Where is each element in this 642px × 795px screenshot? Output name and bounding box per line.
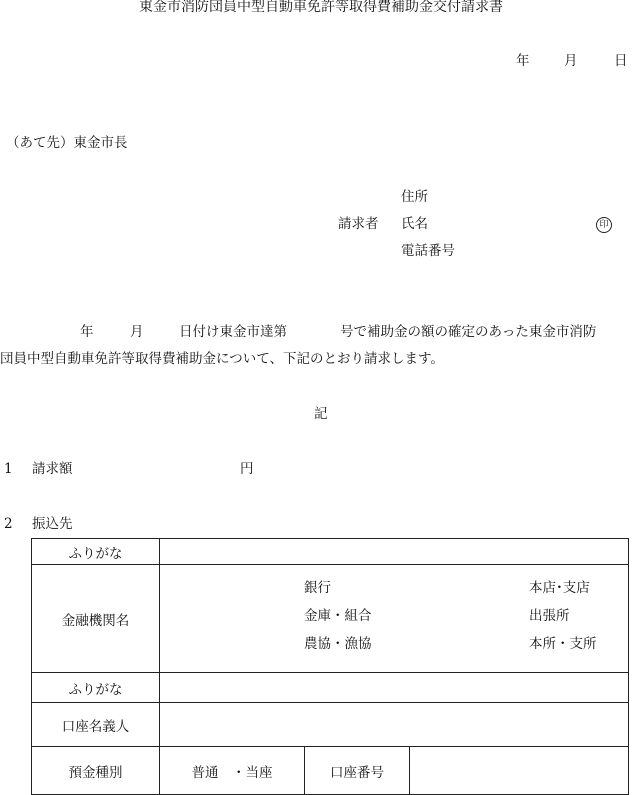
deposit-type-options[interactable]: 普通 ・当座: [160, 747, 305, 795]
document-title: 東金市消防団員中型自動車免許等取得費補助金交付請求書: [139, 0, 503, 15]
ki-heading: 記: [314, 406, 328, 422]
body-line1-year: 年: [80, 324, 94, 340]
item1-unit: 円: [240, 461, 254, 477]
date-month: 月: [564, 53, 578, 69]
item1-number: 1: [4, 461, 13, 477]
institution-type-kinko: 金庫・組合: [304, 607, 372, 624]
date-year: 年: [516, 53, 530, 69]
account-number-input[interactable]: [410, 747, 629, 795]
requester-label: 請求者: [338, 216, 379, 232]
addressee: （あて先）東金市長: [6, 135, 128, 151]
bank-transfer-table: [31, 538, 629, 795]
branch-type-honsho: 本所・支所: [529, 635, 597, 652]
institution-label: 金融機関名: [32, 565, 160, 673]
body-line1-month: 月: [130, 324, 144, 340]
name-label: 氏名: [401, 216, 428, 232]
furigana-input-2[interactable]: [160, 673, 629, 703]
phone-label: 電話番号: [401, 243, 455, 259]
account-number-label: 口座番号: [305, 747, 410, 795]
institution-type-nokyo: 農協・漁協: [304, 635, 372, 652]
address-label: 住所: [401, 189, 428, 205]
institution-cell[interactable]: [160, 565, 629, 673]
furigana-input-1[interactable]: [160, 539, 629, 565]
item2-number: 2: [4, 516, 13, 532]
furigana-label-2: ふりがな: [32, 673, 160, 703]
body-line1-text1: 日付け東金市達第: [179, 324, 287, 340]
institution-type-bank: 銀行: [304, 579, 331, 596]
deposit-type-label: 預金種別: [32, 747, 160, 795]
item2-label: 振込先: [32, 516, 73, 532]
furigana-label-1: ふりがな: [32, 539, 160, 565]
item1-label: 請求額: [32, 461, 73, 477]
branch-type-honten: 本店･支店: [529, 579, 590, 596]
date-day: 日: [614, 53, 628, 69]
account-holder-input[interactable]: [160, 703, 629, 747]
seal-mark: 印: [596, 217, 612, 233]
body-line2: 団員中型自動車免許等取得費補助金について、下記のとおり請求します。: [0, 351, 444, 367]
account-holder-label: 口座名義人: [32, 703, 160, 747]
date-line: [0, 55, 642, 71]
branch-type-shutchojo: 出張所: [529, 607, 570, 624]
body-line1-text2: 号で補助金の額の確定のあった東金市消防: [340, 324, 597, 340]
